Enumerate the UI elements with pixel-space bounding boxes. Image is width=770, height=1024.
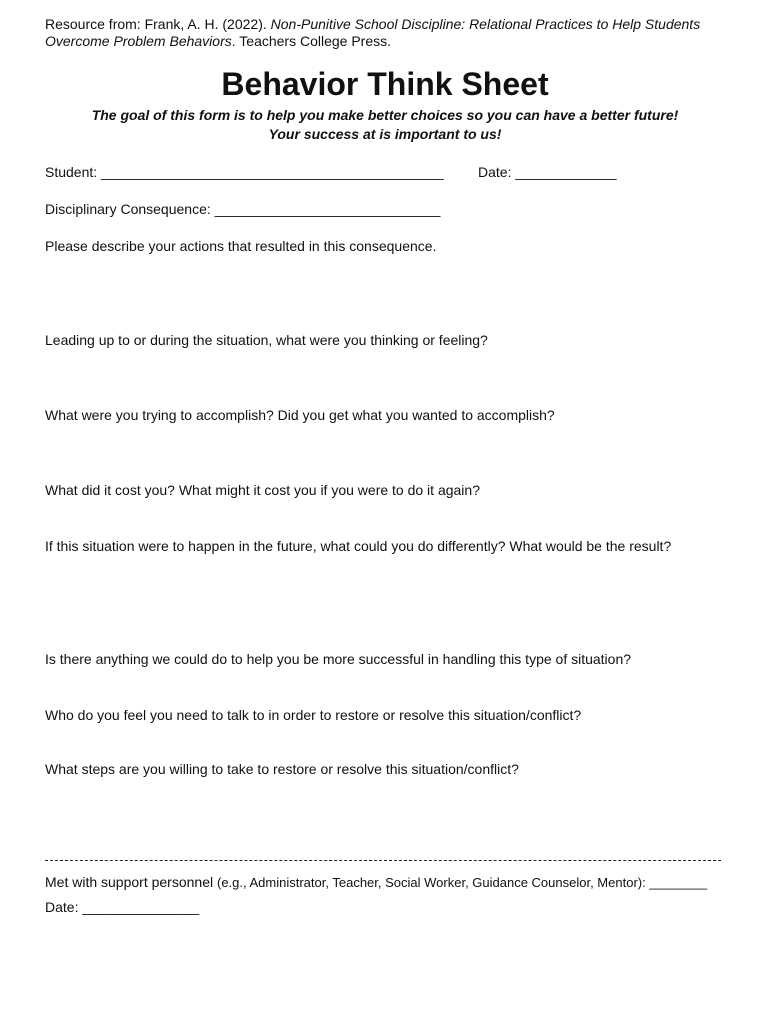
student-field[interactable]: Student: ____________________________________________ [45,164,444,180]
date-field[interactable]: Date: _____________ [478,164,617,180]
citation-book-title: Non-Punitive School Discipline: Relational Practices to Help Students [270,16,701,32]
citation-prefix: Resource from: Frank, A. H. (2022). [45,16,271,32]
question-accomplish: What were you trying to accomplish? Did you get what you wanted to accomplish? [45,407,555,423]
question-actions: Please describe your actions that resulted in this consequence. [45,238,437,254]
subtitle-line-1: The goal of this form is to help you make better choices so you can have a better future! [91,107,679,123]
subtitle-line-2: Your success at is important to us! [268,126,502,142]
footer-date-field[interactable]: Date: _______________ [45,899,200,915]
citation-publisher: . Teachers College Press. [231,33,392,49]
support-personnel-field[interactable]: (e.g., Administrator, Teacher, Social Worker, Guidance Counselor, Mentor): ________ [216,875,708,890]
support-personnel-line [45,873,707,892]
citation-book-title-cont: Overcome Problem Behaviors [45,33,232,49]
citation-line-2 [45,33,700,50]
citation-line-1 [45,16,700,33]
page-title: Behavior Think Sheet [221,66,549,102]
question-help: Is there anything we could do to help you be more successful in handling this type of situation? [45,651,632,667]
question-cost: What did it cost you? What might it cost you if you were to do it again? [45,482,480,498]
citation [45,16,700,50]
dashed-divider [45,860,721,861]
consequence-field[interactable]: Disciplinary Consequence: _____________________________ [45,201,441,217]
question-talk-to: Who do you feel you need to talk to in order to restore or resolve this situation/conflict? [45,707,582,723]
support-personnel-label: Met with support personnel [45,874,217,890]
question-future: If this situation were to happen in the future, what could you do differently? What would be the result? [45,538,672,554]
question-thinking: Leading up to or during the situation, what were you thinking or feeling? [45,332,488,348]
question-steps: What steps are you willing to take to restore or resolve this situation/conflict? [45,761,519,777]
